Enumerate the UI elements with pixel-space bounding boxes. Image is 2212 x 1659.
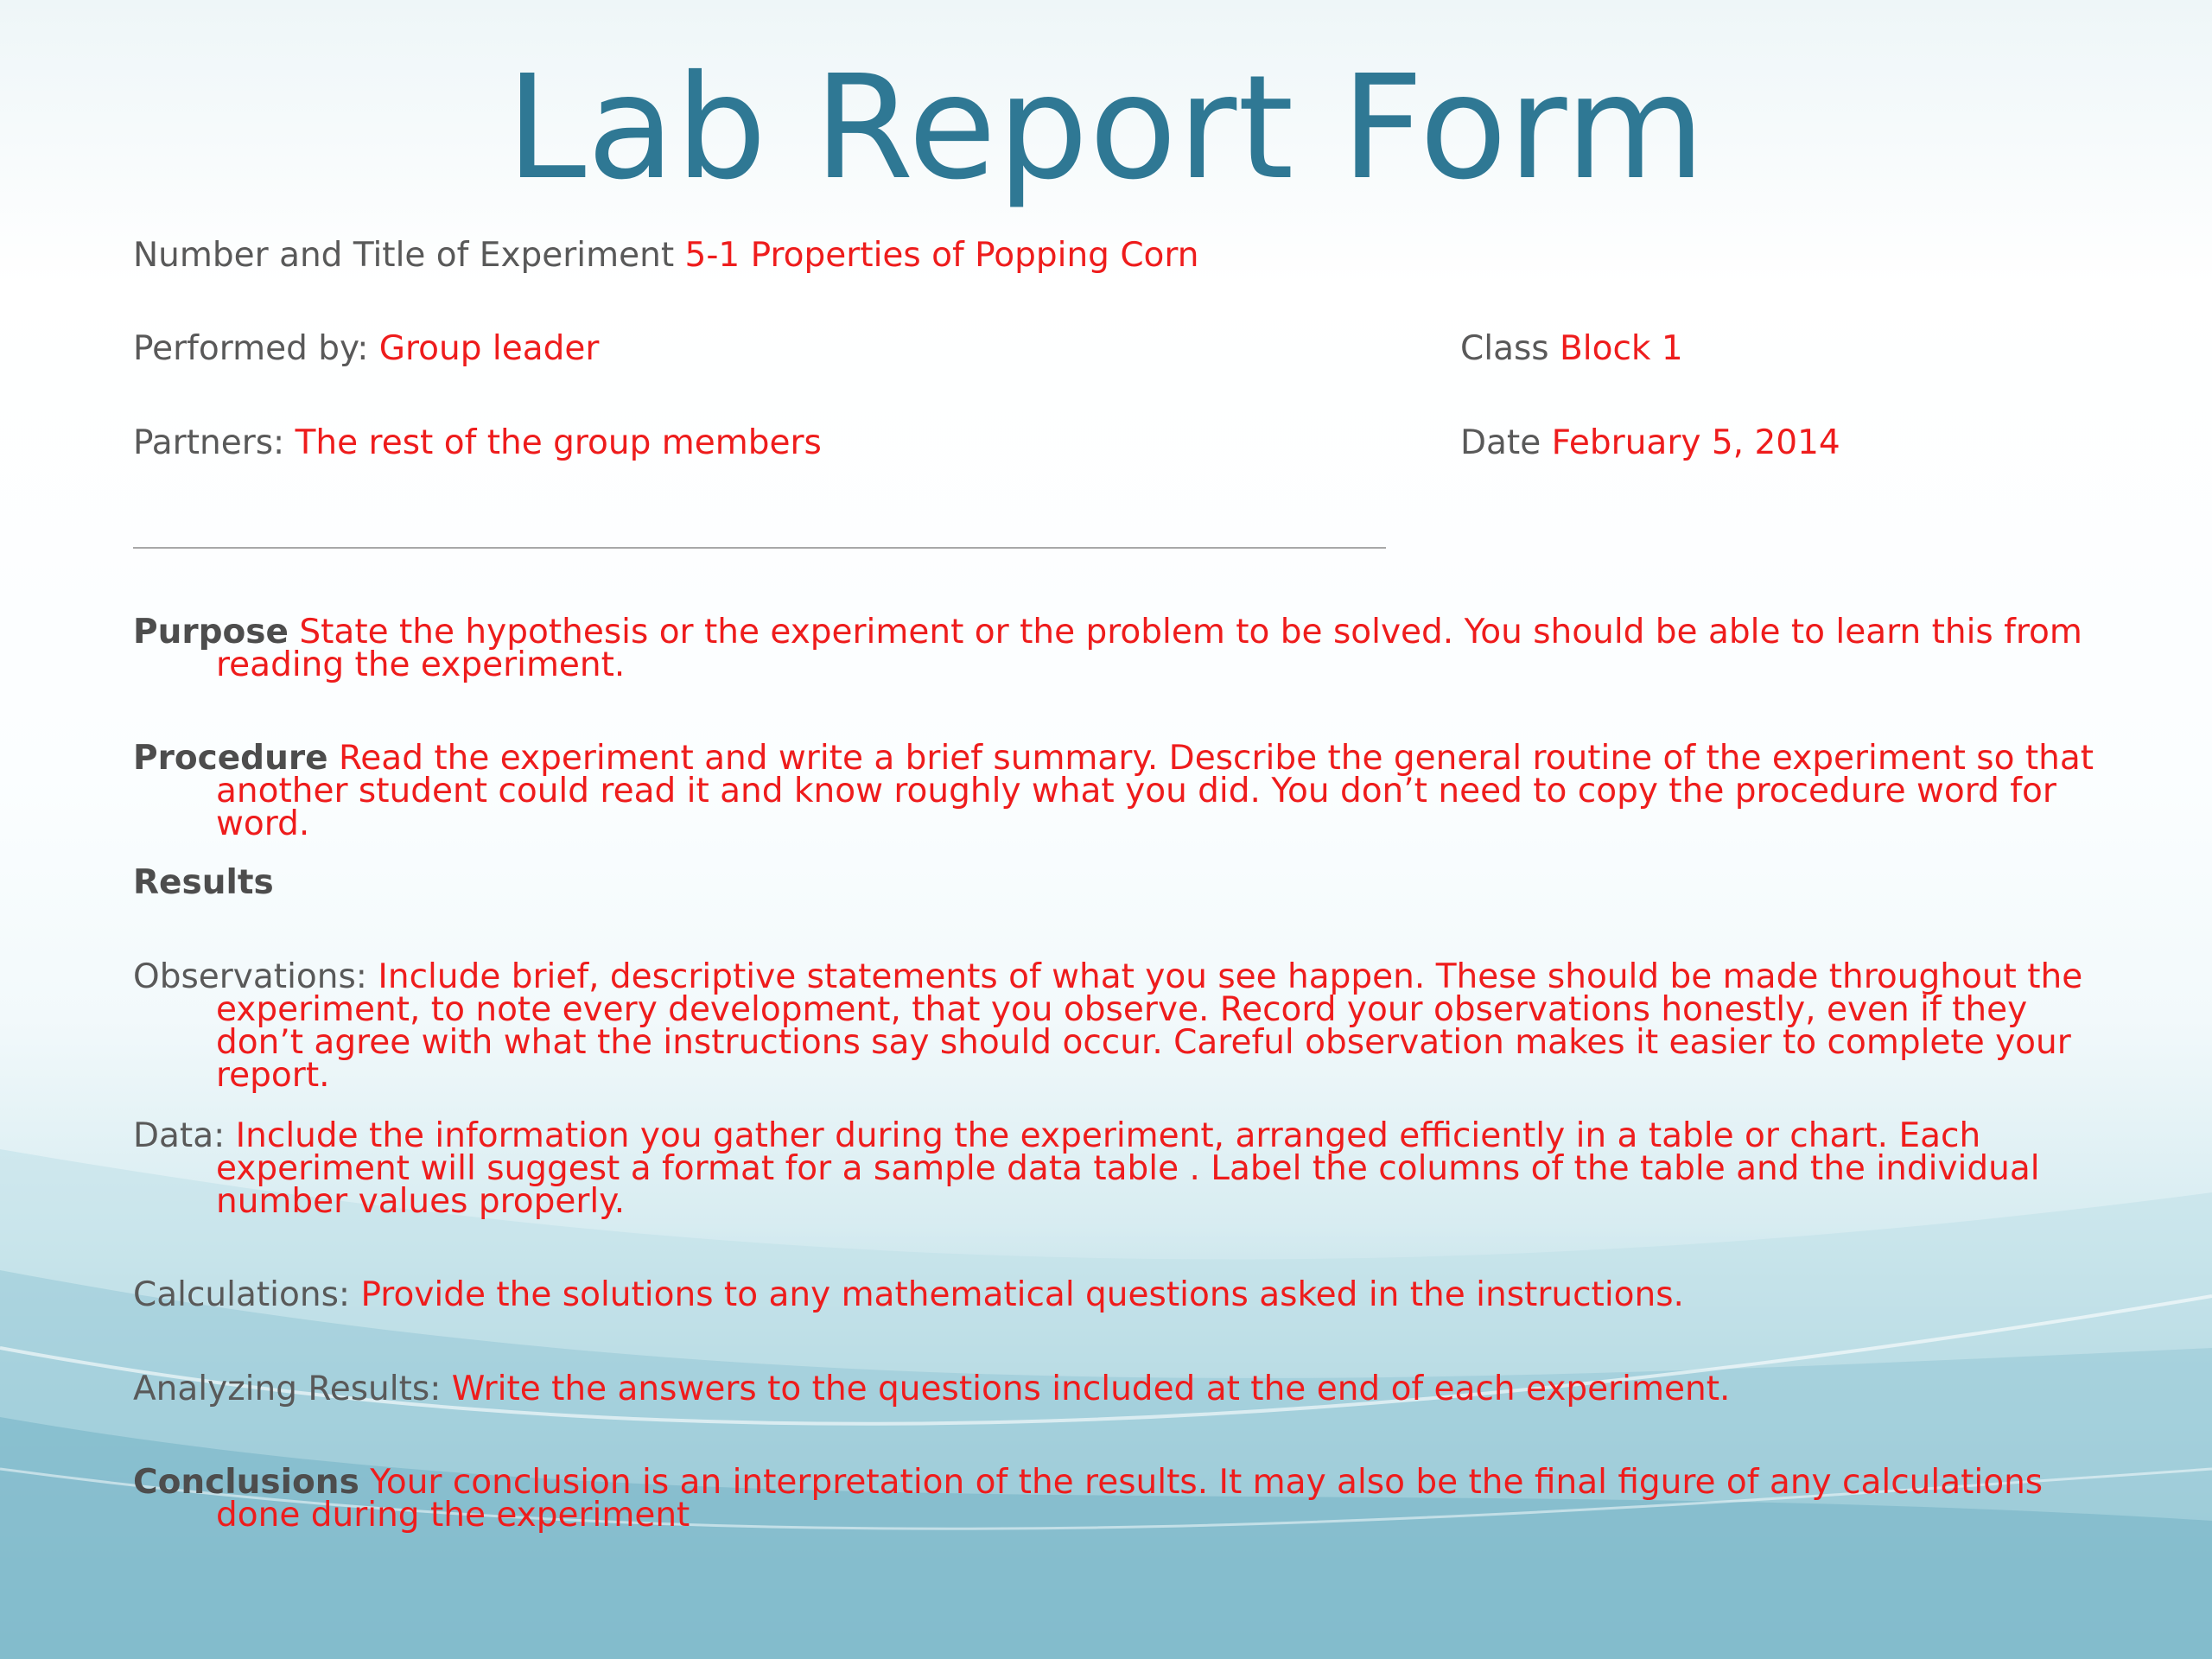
purpose-section	[133, 613, 2094, 684]
procedure-label: Procedure	[133, 739, 328, 778]
observations-section	[133, 957, 2094, 1095]
partners-value: The rest of the group members	[295, 423, 822, 462]
experiment-value: 5-1 Properties of Popping Corn	[684, 236, 1199, 275]
results-label: Results	[133, 863, 274, 902]
calculations-label: Calculations:	[133, 1275, 351, 1314]
performed-line	[133, 329, 600, 368]
data-label: Data:	[133, 1116, 226, 1155]
data-text: Include the information you gather during the experiment, arranged efficiently in a table or chart. Each experiment will suggest a format for a sample data table . Label the columns of the table and the individual number values properly.	[216, 1116, 2040, 1221]
partners-label: Partners:	[133, 423, 285, 462]
analyzing-label: Analyzing Results:	[133, 1370, 442, 1408]
page-title: Lab Report Form	[505, 45, 1707, 212]
analyzing-text: Write the answers to the questions included at the end of each experiment.	[451, 1370, 1731, 1408]
performed-label: Performed by:	[133, 329, 369, 368]
class-value: Block 1	[1560, 329, 1683, 368]
observations-label: Observations:	[133, 957, 367, 996]
conclusions-text: Your conclusion is an interpretation of the results. It may also be the final figure of any calculations done during the experiment	[216, 1463, 2044, 1535]
observations-text: Include brief, descriptive statements of what you see happen. These should be made throughout the experiment, to note every development, that you observe. Record your observations honestly, even if they don’t agree with what the instructions say should occur. Careful observation makes it easier to complete your report.	[216, 957, 2083, 1095]
class-line	[1460, 329, 1683, 368]
date-line	[1460, 423, 1840, 462]
experiment-label: Number and Title of Experiment	[133, 236, 675, 275]
calculations-text: Provide the solutions to any mathematical questions asked in the instructions.	[360, 1275, 1684, 1314]
class-label: Class	[1460, 329, 1549, 368]
procedure-section	[133, 739, 2094, 843]
conclusions-label: Conclusions	[133, 1463, 359, 1502]
purpose-label: Purpose	[133, 613, 289, 652]
date-value: February 5, 2014	[1551, 423, 1840, 462]
data-section	[133, 1116, 2094, 1221]
results-section	[133, 863, 2094, 902]
procedure-text: Read the experiment and write a brief summary. Describe the general routine of the experiment so that another student could read it and know roughly what you did. You don’t need to copy the procedure word for word.	[216, 739, 2094, 843]
analyzing-section	[133, 1370, 2094, 1408]
experiment-line	[133, 236, 1199, 275]
date-label: Date	[1460, 423, 1541, 462]
divider-line	[133, 547, 1386, 549]
conclusions-section	[133, 1463, 2094, 1535]
purpose-text: State the hypothesis or the experiment or the problem to be solved. You should be able to learn this from reading the experiment.	[216, 613, 2082, 684]
partners-line	[133, 423, 822, 462]
performed-value: Group leader	[378, 329, 600, 368]
calculations-section	[133, 1275, 2094, 1314]
